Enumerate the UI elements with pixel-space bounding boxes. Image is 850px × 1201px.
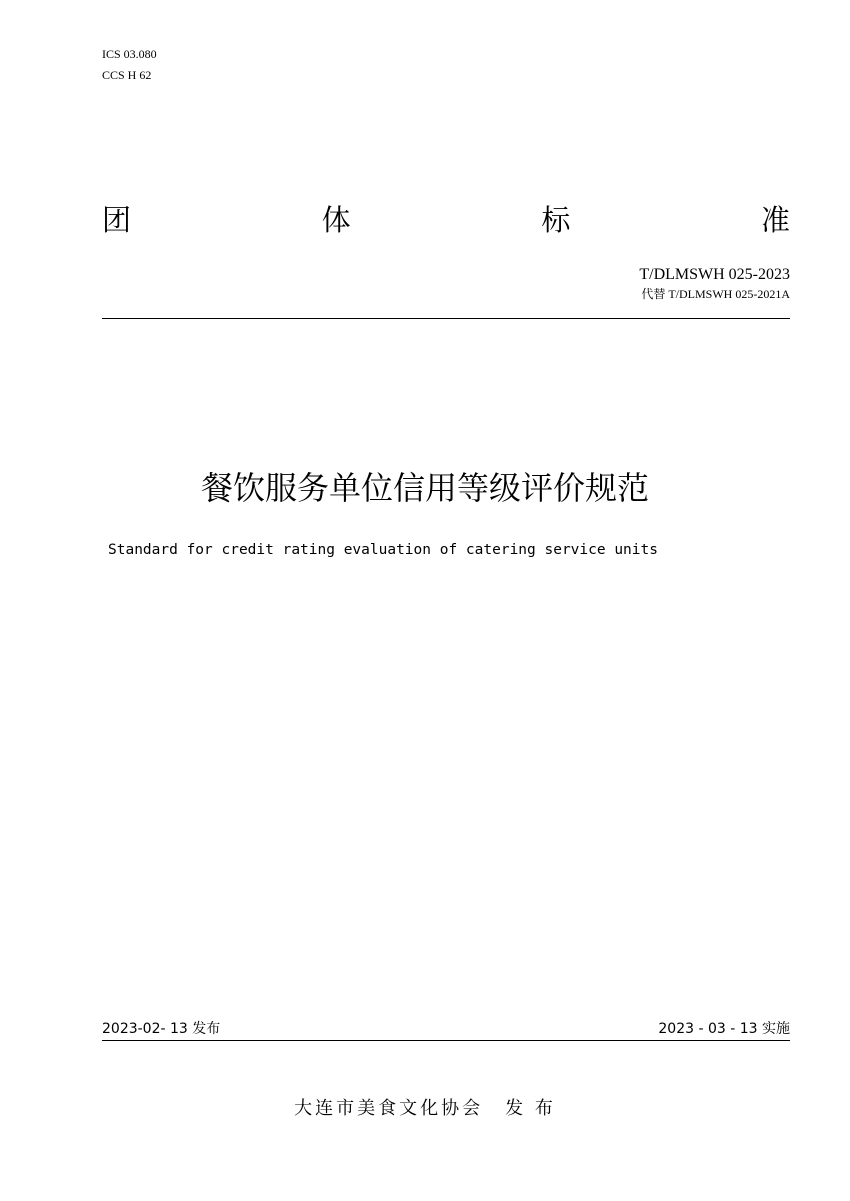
standard-number-block bbox=[639, 265, 790, 303]
doc-type-char: 准 bbox=[760, 203, 790, 237]
ccs-code: CCS H 62 bbox=[102, 68, 152, 82]
replaces-standard: 代替 T/DLMSWH 025-2021A bbox=[641, 287, 790, 301]
header-divider bbox=[102, 318, 790, 319]
dates-row bbox=[102, 1018, 790, 1041]
doc-type-char: 体 bbox=[321, 203, 351, 237]
publisher-line bbox=[0, 1094, 850, 1120]
implement-date: 2023 - 03 - 13 实施 bbox=[658, 1021, 790, 1037]
doc-type-char: 团 bbox=[102, 203, 132, 237]
publish-action: 发 布 bbox=[505, 1098, 556, 1119]
document-type-heading bbox=[102, 198, 790, 239]
title-english: Standard for credit rating evaluation of catering service units bbox=[108, 542, 658, 558]
doc-type-char: 标 bbox=[541, 203, 571, 237]
classification-codes bbox=[102, 44, 157, 86]
ics-code: ICS 03.080 bbox=[102, 47, 157, 61]
standard-number: T/DLMSWH 025-2023 bbox=[639, 266, 790, 283]
publish-date: 2023-02- 13 发布 bbox=[102, 1021, 221, 1037]
publisher-name: 大连市美食文化协会 bbox=[294, 1098, 484, 1119]
title-chinese: 餐饮服务单位信用等级评价规范 bbox=[200, 469, 649, 507]
